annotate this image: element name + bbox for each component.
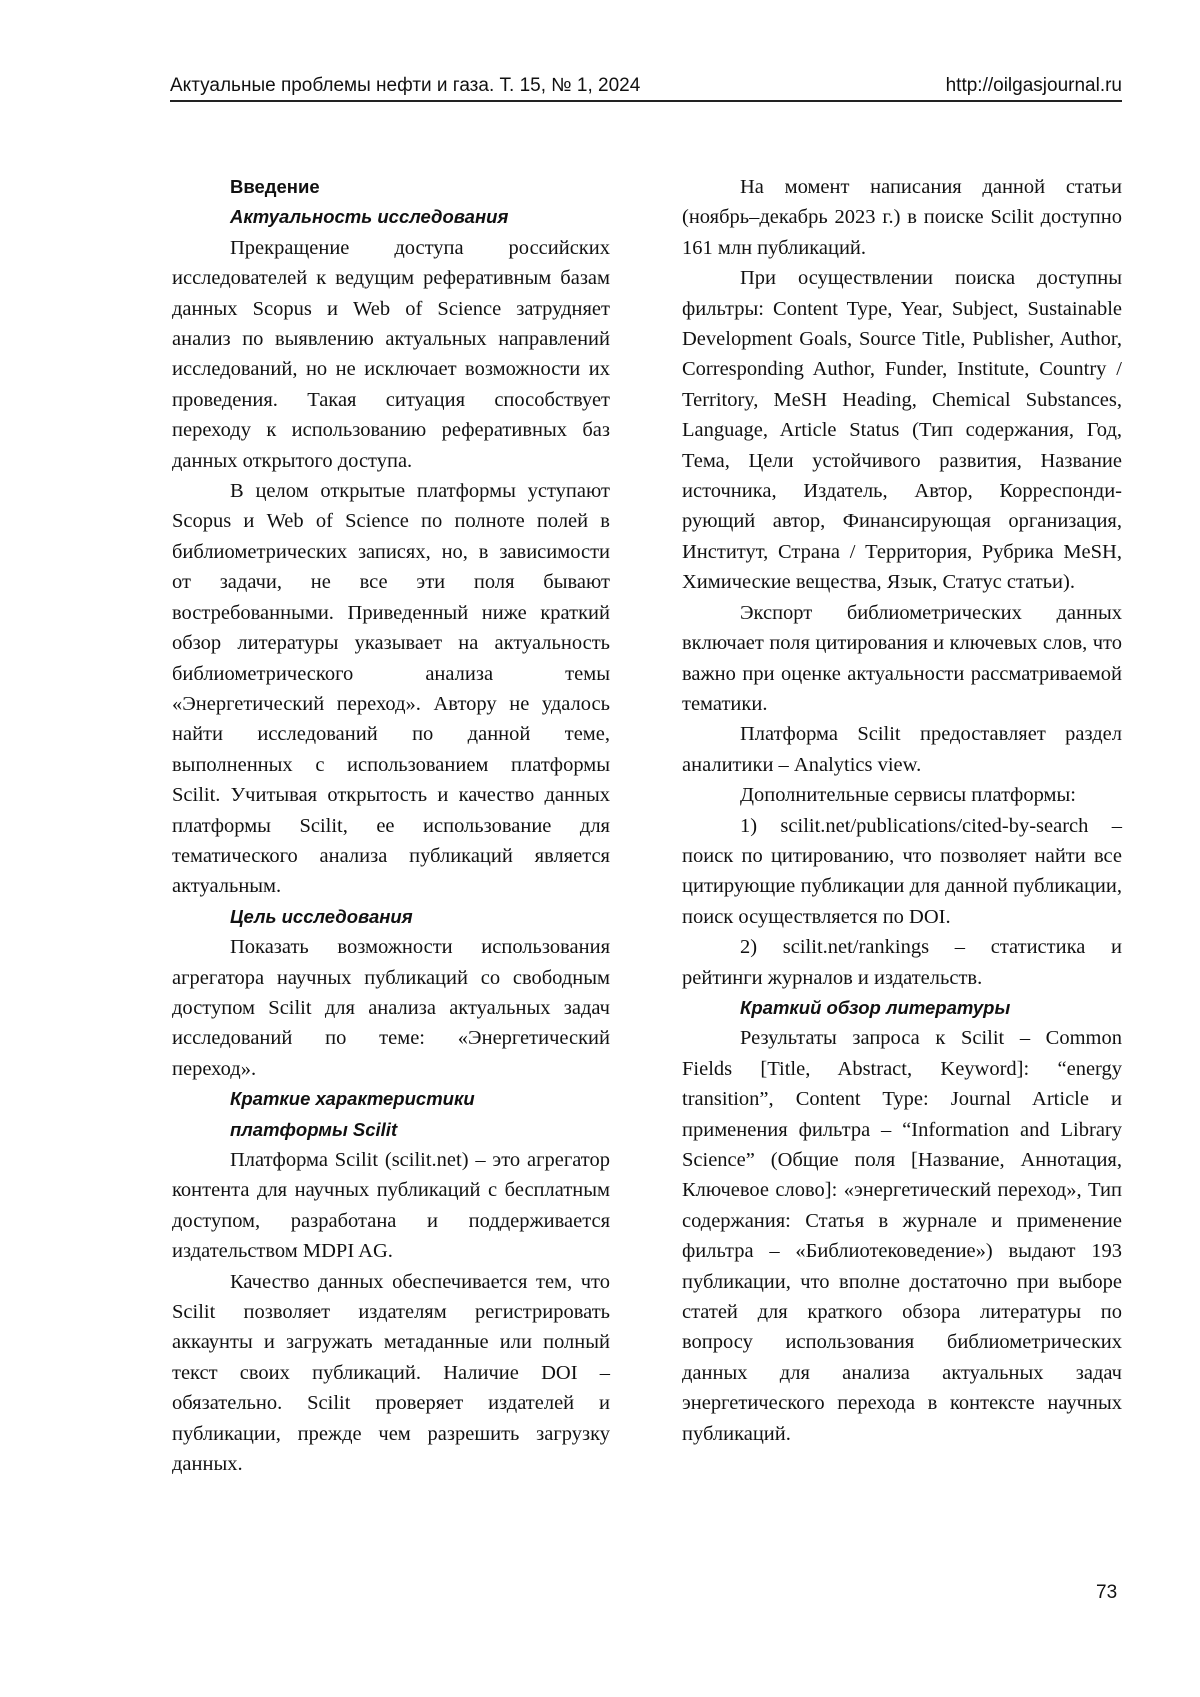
paragraph: Прекращение доступа российских исследователей к ведущим реферативным базам данных Scopus и Web of Science затрудняет анализ по выявлению актуальных направлений исследований, но не исключает возможности их проведения. Такая ситуация способствует переходу к использованию реферативных баз данных открытого доступа.	[172, 236, 610, 472]
page-number: 73	[1096, 1582, 1118, 1603]
journal-url: http://oilgasjournal.ru	[945, 75, 1122, 96]
list-item: 2) scilit.net/rankings – статистика и рейтинги журналов и издательств.	[682, 936, 1122, 989]
subsection-heading-scilit-line2: платформы Scilit	[230, 1118, 398, 1140]
subsection-heading-goal: Цель исследования	[230, 905, 413, 927]
paragraph: Результаты запроса к Scilit – Common Fields [Title, Abstract, Keyword]: “energy transition”, Content Type: Journal Article и применения фильтра – “Information and Library Science” (Общие поля [Название, Аннотация, Ключевое слово]: «энергетический переход», Тип содержания: Статья в журнале и применение фильтра – «Библиотековедение») выдают 193 публикации, что вполне достаточно при выборе статей для краткого обзора литературы по вопросу использования библиометрических данных для анализа актуальных задач энергетического перехода в контексте научных публикаций.	[682, 1027, 1122, 1445]
paragraph: При осуществлении поиска доступны фильтры: Content Type, Year, Subject, Sustainable Development Goals, Source Title, Publisher, Author, Corresponding Author, Funder, Institute, Country / Territory, MeSH Heading, Chemical Substances, Language, Article Status (Тип содержания, Год, Тема, Цели устойчивого развития, Название источника, Издатель, Автор, Корреспондирующий автор, Финансирующая организация, Институт, Страна / Территория, Рубрика MeSH, Химические вещества, Язык, Статус статьи).	[682, 267, 1122, 594]
left-column	[172, 172, 610, 1479]
running-header	[170, 70, 1122, 102]
subsection-heading-relevance: Актуальность исследования	[230, 206, 509, 228]
section-heading-introduction: Введение	[230, 176, 320, 197]
paragraph: Показать возможности использования агрегатора научных публикаций со свободным доступом Scilit для анализа актуальных задач исследований по теме: «Энергетический переход».	[172, 936, 610, 1080]
paragraph: Платформа Scilit (scilit.net) – это агрегатор контента для научных публикаций с бесплатным доступом, разработана и поддерживается издательством MDPI AG.	[172, 1149, 610, 1263]
paragraph: Экспорт библиометрических данных включает поля цитирования и ключевых слов, что важно при оценке актуальности рассматриваемой тематики.	[682, 601, 1122, 715]
journal-title: Актуальные проблемы нефти и газа. Т. 15, № 1, 2024	[170, 75, 641, 96]
paragraph: На момент написания данной статьи (ноябрь–декабрь 2023 г.) в поиске Scilit доступно 161 млн публикаций.	[682, 176, 1122, 259]
list-item: 1) scilit.net/publications/cited-by-search – поиск по цитированию, что позволяет найти все цитирующие публикации для данной публикации, поиск осуществляется по DOI.	[682, 814, 1122, 928]
paragraph: Платформа Scilit предоставляет раздел аналитики – Analytics view.	[682, 723, 1122, 776]
subsection-heading-literature-review: Краткий обзор литературы	[740, 996, 1011, 1018]
paragraph: В целом открытые платформы уступают Scopus и Web of Science по полноте полей в библиометрических записях, но, в зависимости от задачи, не все эти поля бывают востребованными. Приведенный ниже краткий обзор литературы указывает на актуальность библиометрического анализа темы «Энергетический переход». Автору не удалось найти исследований по данной теме, выполненных с использованием платформы Scilit. Учитывая открытость и качество данных платформы Scilit, ее использование для тематического анализа публикаций является актуальным.	[172, 480, 610, 898]
right-column	[682, 172, 1122, 1449]
paragraph: Дополнительные сервисы платформы:	[740, 784, 1076, 807]
subsection-heading-scilit-line1: Краткие характеристики	[230, 1088, 475, 1110]
paragraph: Качество данных обеспечивается тем, что Scilit позволяет издателям регистрировать аккаунты и загружать метаданные или полный текст своих публикаций. Наличие DOI – обязательно. Scilit проверяет издателей и публикации, прежде чем разрешить загрузку данных.	[172, 1270, 610, 1476]
